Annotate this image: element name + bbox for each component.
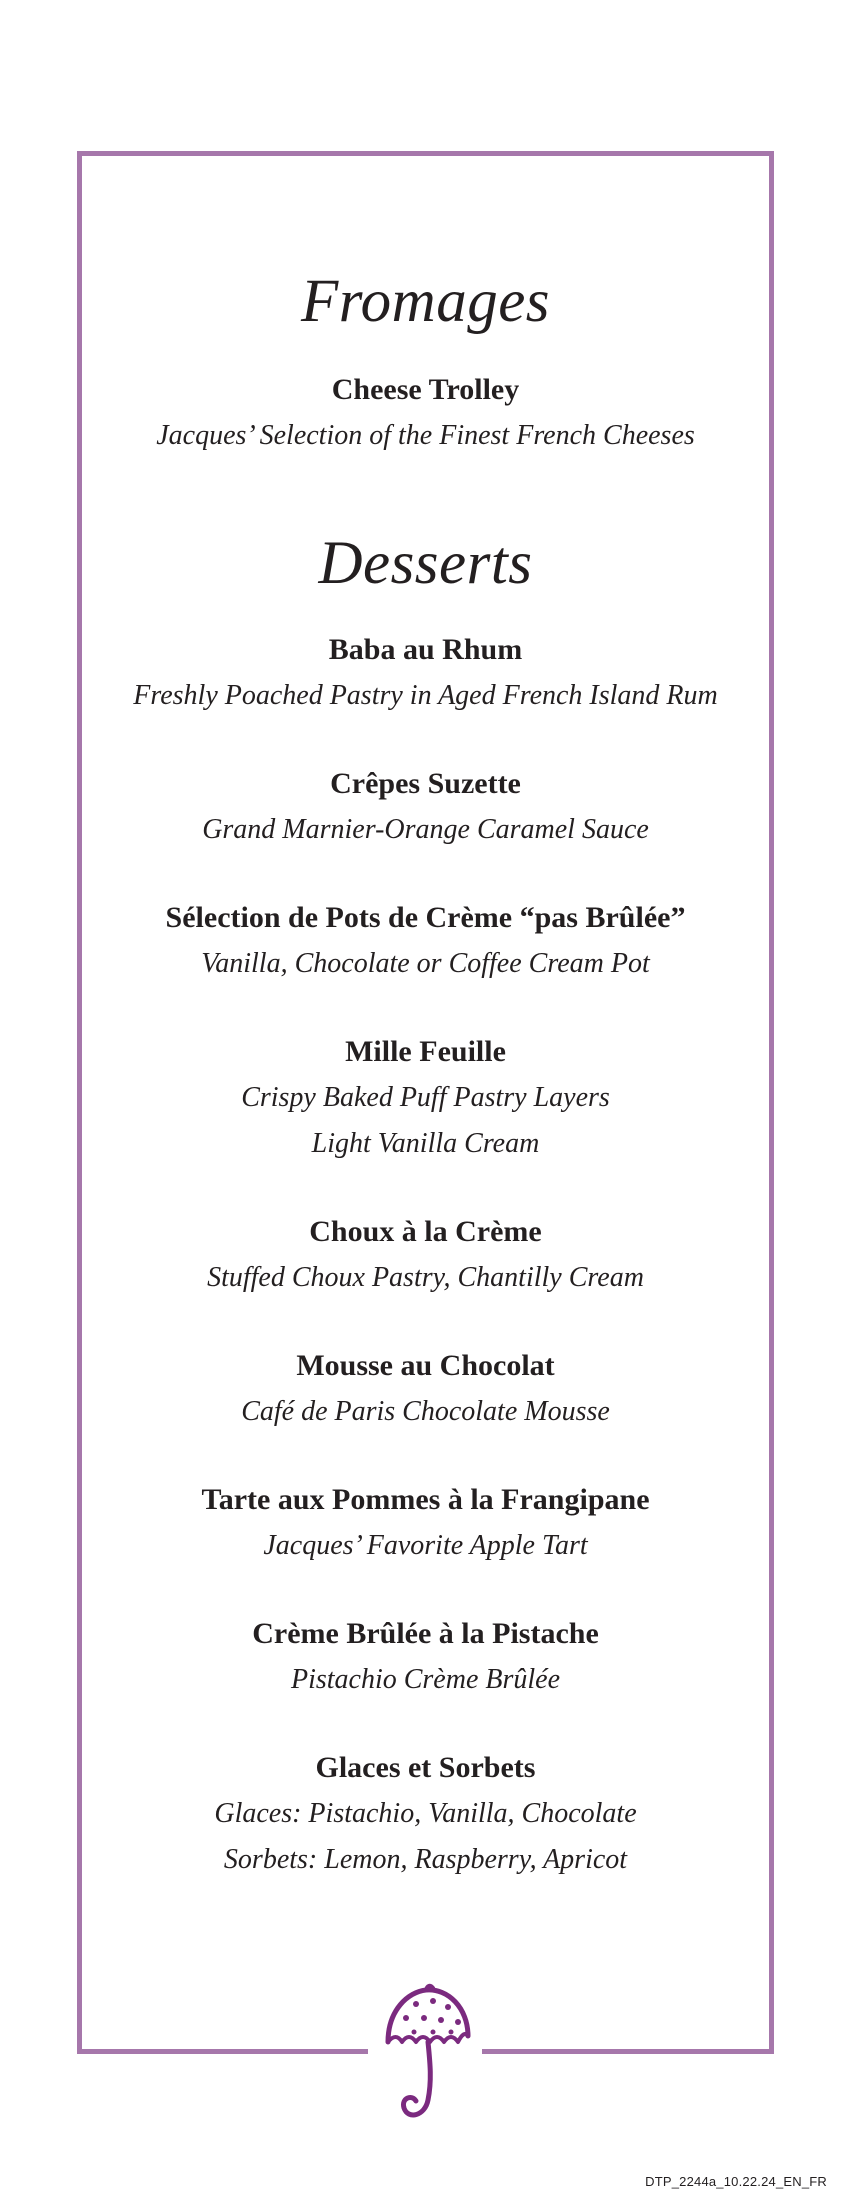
menu-item-name: Crêpes Suzette <box>330 767 521 800</box>
menu-item-name: Sélection de Pots de Crème “pas Brûlée” <box>165 901 686 934</box>
menu-item-name: Tarte aux Pommes à la Frangipane <box>201 1483 650 1516</box>
menu-item-name: Baba au Rhum <box>328 633 523 666</box>
menu-content <box>77 151 774 1883</box>
menu-item-description: Vanilla, Chocolate or Coffee Cream Pot <box>201 948 650 979</box>
menu-item-description: Grand Marnier-Orange Caramel Sauce <box>202 814 649 845</box>
menu-item <box>77 1750 774 1883</box>
menu-item-description: Jacques’ Favorite Apple Tart <box>263 1530 588 1561</box>
document-code: DTP_2244a_10.22.24_EN_FR <box>645 2174 827 2189</box>
menu-item <box>77 1482 774 1569</box>
menu-item-description: Jacques’ Selection of the Finest French Cheeses <box>156 420 695 451</box>
menu-item-name: Cheese Trolley <box>331 373 520 406</box>
umbrella-icon <box>378 1980 478 2135</box>
menu-item <box>77 1034 774 1167</box>
menu-item-name: Glaces et Sorbets <box>315 1751 536 1784</box>
menu-item-description: Light Vanilla Cream <box>311 1128 540 1159</box>
menu-item-name: Mille Feuille <box>345 1035 506 1068</box>
menu-item-name: Choux à la Crème <box>309 1215 542 1248</box>
menu-item-description: Stuffed Choux Pastry, Chantilly Cream <box>207 1262 644 1293</box>
menu-item-description: Sorbets: Lemon, Raspberry, Apricot <box>223 1844 628 1875</box>
menu-item <box>77 1348 774 1435</box>
menu-item-name: Crème Brûlée à la Pistache <box>252 1617 599 1650</box>
menu-item-description: Pistachio Crème Brûlée <box>290 1664 561 1695</box>
section-title-fromages: Fromages <box>300 268 551 335</box>
menu-item <box>77 1214 774 1301</box>
menu-item <box>77 1616 774 1703</box>
menu-item-name: Mousse au Chocolat <box>296 1349 555 1382</box>
menu-item <box>77 372 774 459</box>
menu-item <box>77 766 774 853</box>
menu-item-description: Crispy Baked Puff Pastry Layers <box>241 1082 610 1113</box>
menu-item-description: Glaces: Pistachio, Vanilla, Chocolate <box>214 1798 637 1829</box>
section-title-desserts: Desserts <box>318 530 533 597</box>
menu-item-description: Freshly Poached Pastry in Aged French Island Rum <box>133 680 718 711</box>
section-desserts <box>77 530 774 1883</box>
menu-item <box>77 900 774 987</box>
menu-item-description: Café de Paris Chocolate Mousse <box>241 1396 610 1427</box>
menu-item <box>77 632 774 719</box>
section-fromages <box>77 268 774 459</box>
